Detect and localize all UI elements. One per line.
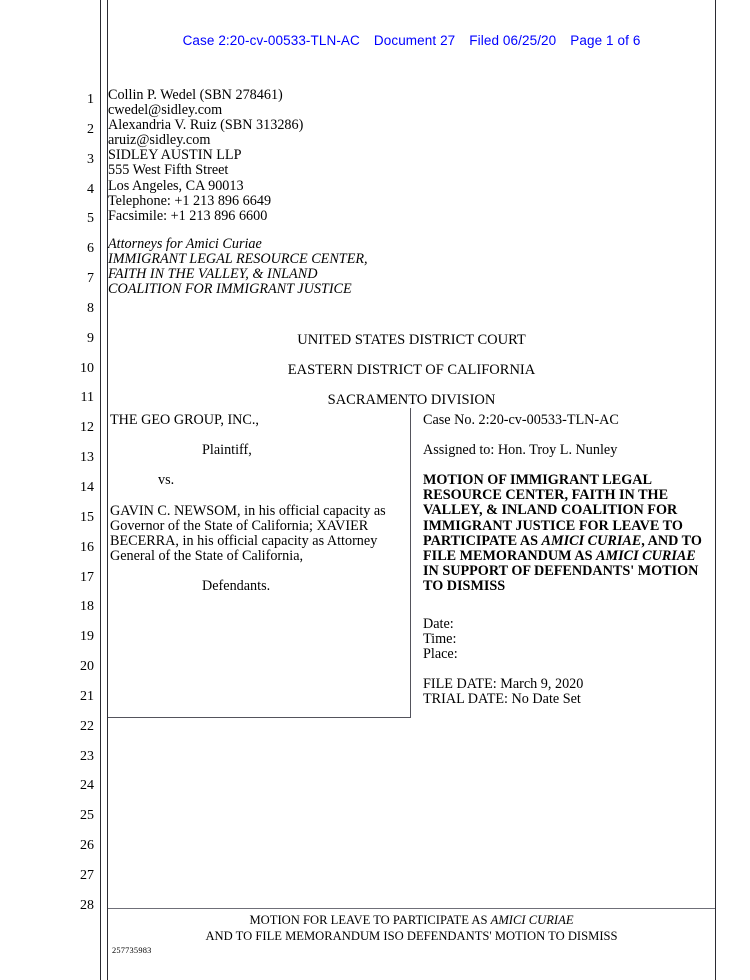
right-margin-rule (715, 0, 716, 980)
line-number: 20 (80, 659, 94, 675)
hearing-place-label: Place: (423, 645, 458, 662)
line-number: 3 (87, 151, 94, 167)
line-number: 8 (87, 300, 94, 316)
motion-title-italic-segment: AMICI CURIAE (596, 548, 696, 565)
plaintiff-name: THE GEO GROUP, INC., (110, 412, 259, 428)
line-number: 6 (87, 241, 94, 257)
file-date: FILE DATE: March 9, 2020 (423, 675, 584, 692)
ecf-filing-stamp (108, 33, 715, 48)
line-number: 17 (80, 569, 94, 585)
attorneys-for-block (108, 237, 368, 297)
attorney-address-block (108, 88, 303, 224)
line-number: 28 (80, 897, 94, 913)
line-number-column (58, 85, 94, 921)
motion-title-segment: , AND TO FILE MEMORANDUM AS (423, 532, 702, 565)
firm-name: SIDLEY AUSTIN LLP (108, 147, 242, 164)
court-district: EASTERN DISTRICT OF CALIFORNIA (287, 362, 536, 378)
case-number: Case No. 2:20-cv-00533-TLN-AC (423, 412, 619, 428)
attorney-email-1: cwedel@sidley.com (108, 102, 223, 119)
line-number: 15 (80, 509, 94, 525)
motion-title (423, 473, 715, 595)
plaintiff-label: Plaintiff, (202, 442, 252, 458)
motion-title-segment: MOTION OF IMMIGRANT LEGAL RESOURCE CENTER, FAITH IN THE VALLEY, & INLAND COALITION FOR IMMIGRANT JUSTICE FOR LEAVE TO PARTICIPATE AS (423, 472, 683, 549)
footer-line-1-text: MOTION FOR LEAVE TO PARTICIPATE AS (249, 913, 491, 927)
line-number: 24 (80, 778, 94, 794)
amicus-party-3: COALITION FOR IMMIGRANT JUSTICE (108, 281, 352, 298)
caption-parties-column (110, 413, 404, 594)
line-number: 18 (80, 599, 94, 615)
defendant-name-line-3: BECERRA, in his official capacity as Attorney (110, 533, 378, 549)
attorney-name-2: Alexandria V. Ruiz (SBN 313286) (108, 117, 304, 134)
firm-street: 555 West Fifth Street (108, 162, 229, 179)
line-number: 22 (80, 718, 94, 734)
attorney-name-1: Collin P. Wedel (SBN 278461) (108, 87, 283, 103)
trial-date: TRIAL DATE: No Date Set (423, 690, 581, 707)
line-number: 5 (87, 211, 94, 227)
footer-line-2: AND TO FILE MEMORANDUM ISO DEFENDANTS' MOTION TO DISMISS (205, 928, 618, 943)
left-margin-rule-outer (100, 0, 101, 980)
caption-bottom-rule (108, 717, 411, 718)
ecf-page-number: Page 1 of 6 (570, 33, 641, 48)
line-number: 10 (80, 360, 94, 376)
ecf-document-number: Document 27 (373, 33, 456, 48)
footer-separator-rule (108, 908, 715, 909)
line-number: 4 (87, 181, 94, 197)
motion-title-italic-segment: AMICI CURIAE (541, 532, 642, 549)
hearing-time-label: Time: (423, 630, 457, 647)
caption-vertical-divider (410, 408, 411, 718)
ecf-filed-date: Filed 06/25/20 (469, 33, 557, 48)
firm-telephone: Telephone: +1 213 896 6649 (108, 192, 272, 209)
line-number: 26 (80, 838, 94, 854)
defendant-name-line-4: General of the State of California, (110, 548, 304, 564)
line-number: 9 (87, 330, 94, 346)
line-number: 14 (80, 479, 94, 495)
footer-caption (108, 913, 715, 944)
line-number: 27 (80, 867, 94, 883)
amicus-party-1: IMMIGRANT LEGAL RESOURCE CENTER, (108, 251, 368, 268)
line-number: 25 (80, 808, 94, 824)
ecf-case-number: Case 2:20-cv-00533-TLN-AC (182, 33, 360, 48)
versus-label: vs. (158, 472, 175, 488)
document-control-number: 257735983 (112, 946, 152, 955)
firm-facsimile: Facsimile: +1 213 896 6600 (108, 207, 268, 224)
line-number: 23 (80, 748, 94, 764)
attorney-email-2: aruiz@sidley.com (108, 132, 211, 149)
court-name: UNITED STATES DISTRICT COURT (297, 332, 526, 348)
line-number: 21 (80, 688, 94, 704)
defendants-label: Defendants. (202, 578, 271, 594)
line-number: 11 (80, 390, 94, 406)
line-number: 2 (87, 121, 94, 137)
amicus-party-2: FAITH IN THE VALLEY, & INLAND (108, 266, 318, 283)
caption-case-info-column (423, 413, 715, 707)
court-heading (108, 327, 715, 417)
court-division: SACRAMENTO DIVISION (327, 392, 496, 408)
footer-line-1 (108, 913, 715, 929)
line-number: 1 (87, 92, 94, 107)
hearing-date-label: Date: (423, 615, 454, 632)
defendant-name-line-1: GAVIN C. NEWSOM, in his official capacity as (110, 503, 386, 519)
line-number: 16 (80, 539, 94, 555)
attorneys-for-label: Attorneys for Amici Curiae (108, 236, 262, 252)
firm-city-state-zip: Los Angeles, CA 90013 (108, 177, 244, 194)
line-number: 12 (80, 420, 94, 436)
assigned-judge: Assigned to: Hon. Troy L. Nunley (423, 442, 618, 458)
footer-amici-curiae: AMICI CURIAE (490, 913, 574, 927)
motion-title-segment: IN SUPPORT OF DEFENDANTS' MOTION TO DISMISS (423, 563, 699, 595)
line-number: 13 (80, 450, 94, 466)
line-number: 19 (80, 629, 94, 645)
defendant-name-line-2: Governor of the State of California; XAVIER (110, 518, 369, 534)
line-number: 7 (87, 271, 94, 287)
